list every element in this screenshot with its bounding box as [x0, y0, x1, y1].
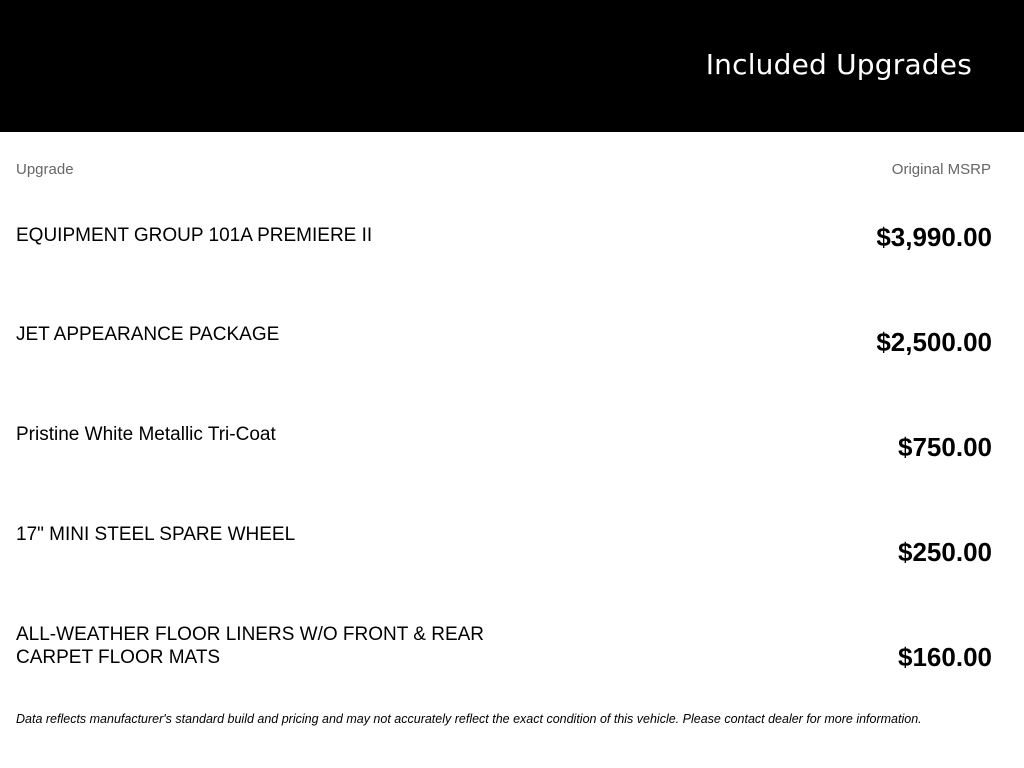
upgrade-price: $2,500.00 [876, 327, 992, 357]
upgrade-name: ALL-WEATHER FLOOR LINERS W/O FRONT & REAR CARPET FLOOR MATS [16, 624, 485, 668]
column-header-msrp: Original MSRP [891, 161, 991, 178]
upgrade-name: 17" MINI STEEL SPARE WHEEL [16, 524, 296, 545]
column-header-upgrade: Upgrade [16, 161, 74, 178]
upgrade-name: JET APPEARANCE PACKAGE [16, 324, 280, 345]
page-title: Included Upgrades [705, 48, 972, 81]
upgrade-price: $750.00 [898, 432, 992, 462]
upgrade-price: $3,990.00 [876, 222, 992, 252]
upgrade-price: $160.00 [898, 642, 992, 672]
upgrade-name: EQUIPMENT GROUP 101A PREMIERE II [16, 225, 373, 246]
upgrade-name: Pristine White Metallic Tri-Coat [16, 424, 276, 445]
disclaimer-text: Data reflects manufacturer's standard build and pricing and may not accurately reflect the exact condition of this vehicle. Please contact dealer for more information. [16, 712, 922, 726]
upgrade-price: $250.00 [898, 537, 992, 567]
header-bar [0, 0, 1024, 132]
